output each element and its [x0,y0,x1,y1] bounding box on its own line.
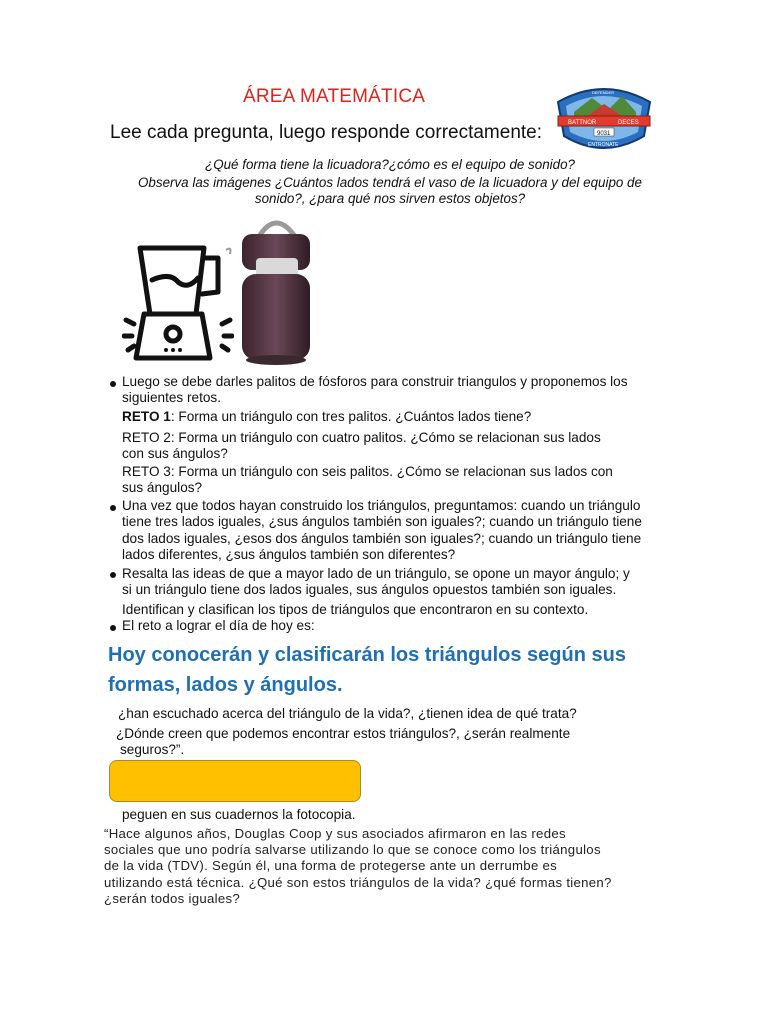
logo-right-label: DECES [618,120,639,126]
quote-line-2: sociales que uno podría salvarse utilizando lo que se conoce como los triángulos [104,842,601,858]
bullet-3 [122,566,630,618]
bullet-dot [110,505,116,511]
bullet-dot [110,625,116,631]
instruction-paste: peguen en sus cuadernos la fotocopia. [122,807,356,822]
question-2-line-1: Observa las imágenes ¿Cuántos lados tendrá el vaso de la licuadora y del equipo de [138,175,642,190]
instruction-subtitle: Lee cada pregunta, luego responde correctamente: [110,122,543,143]
quote-block [104,826,664,907]
question-2-line-2: sonido?, ¿para qué nos sirven estos objetos? [254,191,526,206]
question-2 [110,175,670,207]
bullet-1-line-1: Luego se debe darles palitos de fósforos para construir triangulos y proponemos los [122,374,628,389]
reto-1-text: : Forma un triángulo con tres palitos. ¿Cuántos lados tiene? [170,409,532,424]
reto-2 [122,430,601,463]
quote-line-4: utilizando está técnica. ¿Qué son estos triángulos de la vida? ¿qué formas tienen? [104,874,612,890]
followup-question-2 [116,726,570,759]
followup-question-1: ¿han escuchado acerca del triángulo de la vida?, ¿tienen idea de qué trata? [118,706,577,721]
page-title: ÁREA MATEMÁTICA [243,86,426,107]
reto-1-label: RETO 1 [122,409,171,424]
reto-2-line-1: RETO 2: Forma un triángulo con cuatro palitos. ¿Cómo se relacionan sus lados [122,430,601,445]
reto-1 [122,409,531,425]
highlight-box [109,760,361,802]
bullet-2 [122,498,642,563]
bullet-3-line-1: Resalta las ideas de que a mayor lado de un triángulo, se opone un mayor ángulo; y [122,566,630,581]
speaker-icon [226,210,326,368]
reto-3 [122,464,613,497]
blender-icon [122,238,234,364]
logo-badge: 9031 [597,131,611,137]
bullet-1 [122,374,628,407]
reto-2-line-2: con sus ángulos? [122,446,228,462]
bullet-2-line-3: dos lados iguales, ¿esos dos ángulos también son iguales?; cuando un triángulo tiene [122,530,642,546]
school-logo [552,80,656,156]
bullet-4: El reto a lograr el día de hoy es: [122,618,315,633]
logo-left-label: BATTNOR [568,120,597,126]
quote-line-3: de la vida (TDV). Según él, una forma de protegerse ante un derrumbe es [104,858,558,874]
followup-question-2-line-2: seguros?”. [120,742,185,758]
quote-line-1: “Hace algunos años, Douglas Coop y sus asociados afirmaron en las redes [104,826,566,841]
bullet-2-line-4: lados diferentes, ¿sus ángulos también son diferentes? [122,546,456,562]
logo-bottom-text: ENTRONATE [588,142,619,148]
objective-line-1: Hoy conocerán y clasificarán los triángulos según sus [108,644,626,666]
bullet-2-line-1: Una vez que todos hayan construido los triángulos, preguntamos: cuando un triángulo [122,498,641,513]
logo-top-text: DEFENDER [592,90,615,95]
quote-line-5: ¿serán todos iguales? [104,890,241,906]
bullet-3-line-3: Identifican y clasifican los tipos de triángulos que encontraron en su contexto. [122,601,589,617]
objective-line-2: formas, lados y ángulos. [108,674,343,696]
reto-3-line-2: sus ángulos? [122,480,203,496]
bullet-3-line-2: si un triángulo tiene dos lados iguales, sus ángulos opuestos también son iguales. [122,582,617,598]
bullet-2-line-2: tiene tres lados iguales, ¿sus ángulos también son iguales?; cuando un triángulo tiene [122,514,642,530]
question-1: ¿Qué forma tiene la licuadora?¿cómo es el equipo de sonido? [205,157,575,172]
followup-question-2-line-1: ¿Dónde creen que podemos encontrar estos triángulos?, ¿serán realmente [116,726,571,741]
reto-3-line-1: RETO 3: Forma un triángulo con seis palitos. ¿Cómo se relacionan sus lados con [122,464,613,479]
bullet-dot [110,381,116,387]
objective-heading [108,640,668,700]
bullet-dot [110,572,116,578]
bullet-1-line-2: siguientes retos. [122,390,221,406]
